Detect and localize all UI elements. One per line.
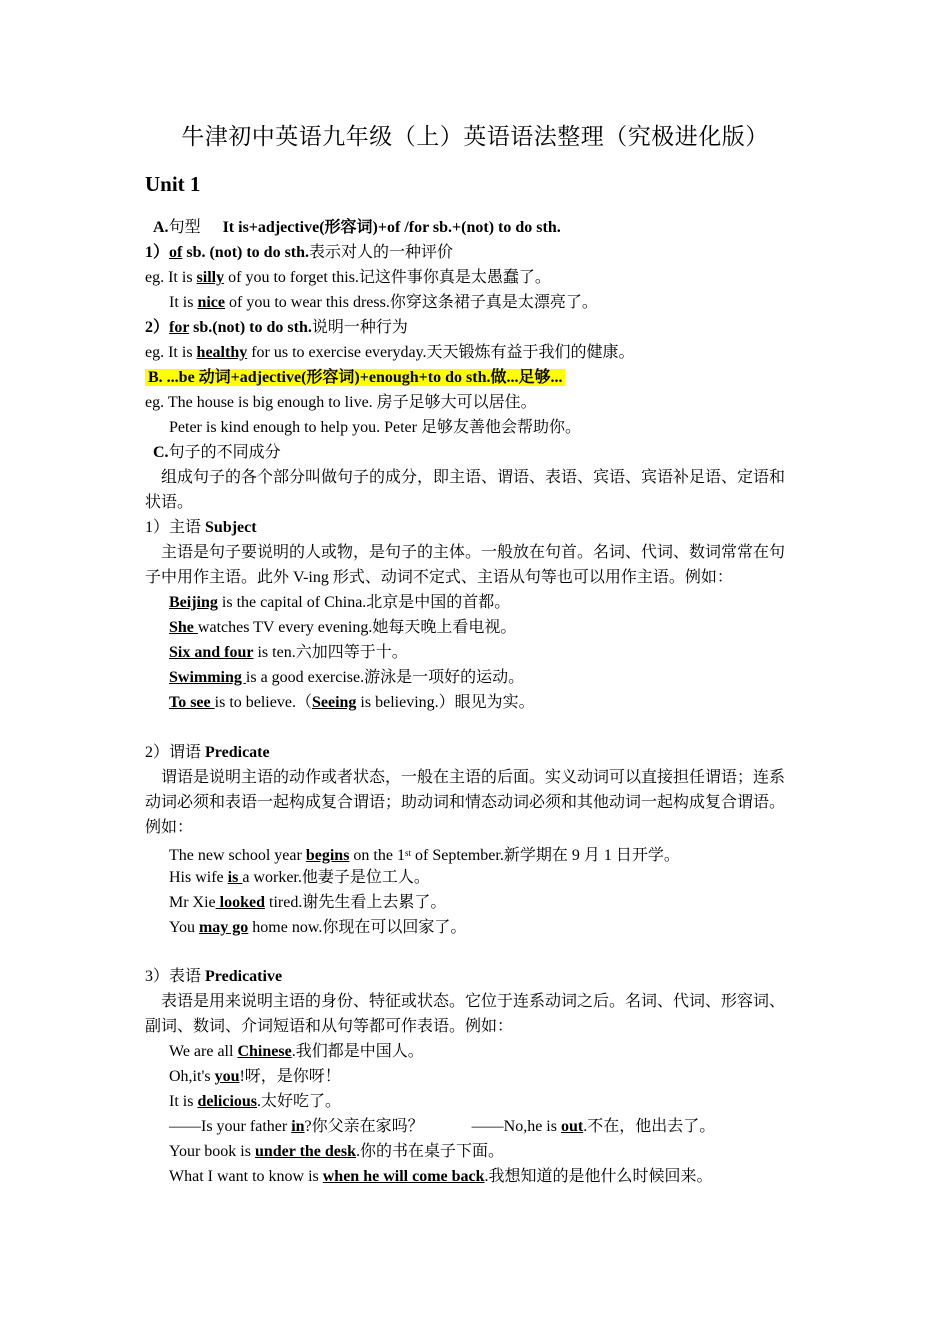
example-text: ——No,he is xyxy=(471,1118,561,1135)
section-b-example-2: Peter is kind enough to help you. Peter 足够友善他会帮助你。 xyxy=(169,419,581,436)
example-text: !呀，是你呀！ xyxy=(239,1068,341,1085)
example-text: You xyxy=(169,919,199,936)
example-text: of you to forget this.记这件事你真是太愚蠢了。 xyxy=(224,269,551,286)
section-c-heading xyxy=(153,443,818,463)
section-c-label: C. xyxy=(153,444,169,461)
example-text: .你的书在桌子下面。 xyxy=(356,1143,505,1160)
section-a-pattern: It is+adjective(形容词)+of /for sb.+(not) to do sth. xyxy=(222,219,561,236)
predicative-example-1 xyxy=(169,1042,834,1062)
predicative-desc-2: 副词、数词、介词短语和从句等都可作表语。例如： xyxy=(145,1018,514,1035)
section-a-label: A. xyxy=(153,219,169,236)
example-text: watches TV every evening.她每天晚上看电视。 xyxy=(197,619,517,636)
subject-example-1 xyxy=(169,593,834,613)
subject-example-3 xyxy=(169,643,834,663)
ordinal-suffix: st xyxy=(404,848,411,858)
example-text: .我想知道的是他什么时候回来。 xyxy=(484,1168,713,1185)
predicative-example-3 xyxy=(169,1092,834,1112)
example-text: We are all xyxy=(169,1043,238,1060)
document-title: 牛津初中英语九年级（上）英语语法整理（究极进化版） xyxy=(181,124,769,149)
section-1-example-1 xyxy=(145,268,810,288)
predicate-heading xyxy=(145,743,810,763)
example-keyword: She xyxy=(169,619,198,636)
example-text: is believing.）眼见为实。 xyxy=(356,694,535,711)
predicative-cn: 表语 xyxy=(169,968,206,985)
example-keyword: you xyxy=(214,1068,240,1085)
predicative-heading xyxy=(145,967,810,987)
section-1-description: 表示对人的一种评价 xyxy=(309,244,454,261)
example-text: His wife xyxy=(169,869,228,886)
section-1-keyword: of xyxy=(169,244,183,261)
example-text: Your book is xyxy=(169,1143,255,1160)
predicate-cn: 谓语 xyxy=(169,744,206,761)
predicate-number: 2） xyxy=(145,744,170,761)
example-keyword: silly xyxy=(196,269,225,286)
example-keyword: nice xyxy=(197,294,225,311)
example-text: is to believe.（ xyxy=(214,694,312,711)
subject-example-2 xyxy=(169,618,834,638)
predicate-en: Predicate xyxy=(205,744,270,761)
subject-example-4 xyxy=(169,668,834,688)
example-text: .不在，他出去了。 xyxy=(583,1118,716,1135)
example-text: eg. It is xyxy=(145,344,197,361)
example-text: a worker.他妻子是位工人。 xyxy=(242,869,430,886)
section-1-heading xyxy=(145,243,810,263)
example-text: of September.新学期在 9 月 1 日开学。 xyxy=(410,847,680,864)
section-c-intro-2: 状语。 xyxy=(145,494,194,511)
section-1-number: 1） xyxy=(145,244,170,261)
unit-heading: Unit 1 xyxy=(145,172,201,196)
subject-desc-1: 主语是句子要说明的人或物，是句子的主体。一般放在句首。名词、代词、数词常常在句 xyxy=(161,544,786,561)
example-keyword: looked xyxy=(215,894,265,911)
subject-en: Subject xyxy=(205,519,257,536)
example-keyword: healthy xyxy=(196,344,248,361)
example-keyword: begins xyxy=(305,847,350,864)
section-2-keyword: for xyxy=(169,319,190,336)
example-keyword: in xyxy=(291,1118,305,1135)
example-text: .太好吃了。 xyxy=(257,1093,342,1110)
example-keyword: Swimming xyxy=(169,669,246,686)
example-text: is ten.六加四等于十。 xyxy=(253,644,408,661)
section-2-example xyxy=(145,343,810,363)
predicative-desc-1: 表语是用来说明主语的身份、特征或状态。它位于连系动词之后。名词、代词、形容词、 xyxy=(161,993,786,1010)
section-2-pattern: sb.(not) to do sth. xyxy=(189,319,312,336)
subject-desc-2: 子中用作主语。此外 V-ing 形式、动词不定式、主语从句等也可以用作主语。例如： xyxy=(145,569,733,586)
predicate-example-1 xyxy=(169,843,834,866)
predicative-number: 3） xyxy=(145,968,170,985)
example-text: Mr Xie xyxy=(169,894,216,911)
example-keyword: may go xyxy=(198,919,249,936)
section-a-label-cn: 句型 xyxy=(168,219,201,236)
example-keyword: is xyxy=(227,869,243,886)
example-text: The new school year xyxy=(169,847,306,864)
subject-cn: 主语 xyxy=(169,519,206,536)
example-keyword: Chinese xyxy=(237,1043,292,1060)
example-keyword: delicious xyxy=(197,1093,258,1110)
example-text: What I want to know is xyxy=(169,1168,323,1185)
section-1-pattern: sb. (not) to do sth. xyxy=(182,244,310,261)
example-text: It is xyxy=(169,1093,198,1110)
section-1-example-2 xyxy=(169,293,834,313)
section-2-number: 2） xyxy=(145,319,170,336)
predicate-desc-2: 动词必须和表语一起构成复合谓语；助动词和情态动词必须和其他动词一起构成复合谓语。 xyxy=(145,794,786,811)
predicative-example-4 xyxy=(169,1117,834,1137)
example-keyword: under the desk xyxy=(254,1143,357,1160)
example-keyword: Seeing xyxy=(311,694,357,711)
example-text: home now.你现在可以回家了。 xyxy=(248,919,467,936)
section-c-label-cn: 句子的不同成分 xyxy=(168,444,281,461)
example-text: of you to wear this dress.你穿这条裙子真是太漂亮了。 xyxy=(225,294,598,311)
subject-example-5 xyxy=(169,693,834,713)
subject-heading xyxy=(145,518,810,538)
section-2-description: 说明一种行为 xyxy=(311,319,408,336)
example-text: eg. It is xyxy=(145,269,197,286)
section-a-heading xyxy=(153,218,818,238)
predicative-example-2 xyxy=(169,1067,834,1087)
section-b-example-1: eg. The house is big enough to live. 房子足够大可以居住。 xyxy=(145,394,537,411)
example-keyword: To see xyxy=(169,694,215,711)
predicate-desc-1: 谓语是说明主语的动作或者状态，一般在主语的后面。实义动词可以直接担任谓语；连系 xyxy=(161,769,786,786)
section-b-highlight: B. ...be 动词+adjective(形容词)+enough+to do sth.做...足够... xyxy=(145,369,565,386)
example-keyword: Beijing xyxy=(169,594,218,611)
example-keyword: out xyxy=(560,1118,584,1135)
section-2-heading xyxy=(145,318,810,338)
example-text: is a good exercise.游泳是一项好的运动。 xyxy=(245,669,525,686)
predicate-example-3 xyxy=(169,893,834,913)
example-keyword: Six and four xyxy=(169,644,254,661)
subject-number: 1） xyxy=(145,519,170,536)
predicative-en: Predicative xyxy=(205,968,283,985)
example-text: ——Is your father xyxy=(169,1118,292,1135)
section-c-intro: 组成句子的各个部分叫做句子的成分，即主语、谓语、表语、宾语、宾语补足语、定语和 xyxy=(161,469,786,486)
example-text: for us to exercise everyday.天天锻炼有益于我们的健康。 xyxy=(247,344,635,361)
example-text: ?你父亲在家吗？ xyxy=(304,1118,424,1135)
example-text: is the capital of China.北京是中国的首都。 xyxy=(217,594,511,611)
example-keyword: when he will come back xyxy=(322,1168,485,1185)
example-text: Oh,it's xyxy=(169,1068,215,1085)
predicative-example-6 xyxy=(169,1167,834,1187)
predicative-example-5 xyxy=(169,1142,834,1162)
predicate-example-2 xyxy=(169,868,834,888)
example-text: It is xyxy=(169,294,198,311)
example-text: on the 1 xyxy=(349,847,405,864)
predicate-example-4 xyxy=(169,918,834,938)
predicate-desc-3: 例如： xyxy=(145,819,194,836)
section-b-heading xyxy=(145,368,810,388)
example-text: .我们都是中国人。 xyxy=(291,1043,424,1060)
example-text: tired.谢先生看上去累了。 xyxy=(265,894,447,911)
